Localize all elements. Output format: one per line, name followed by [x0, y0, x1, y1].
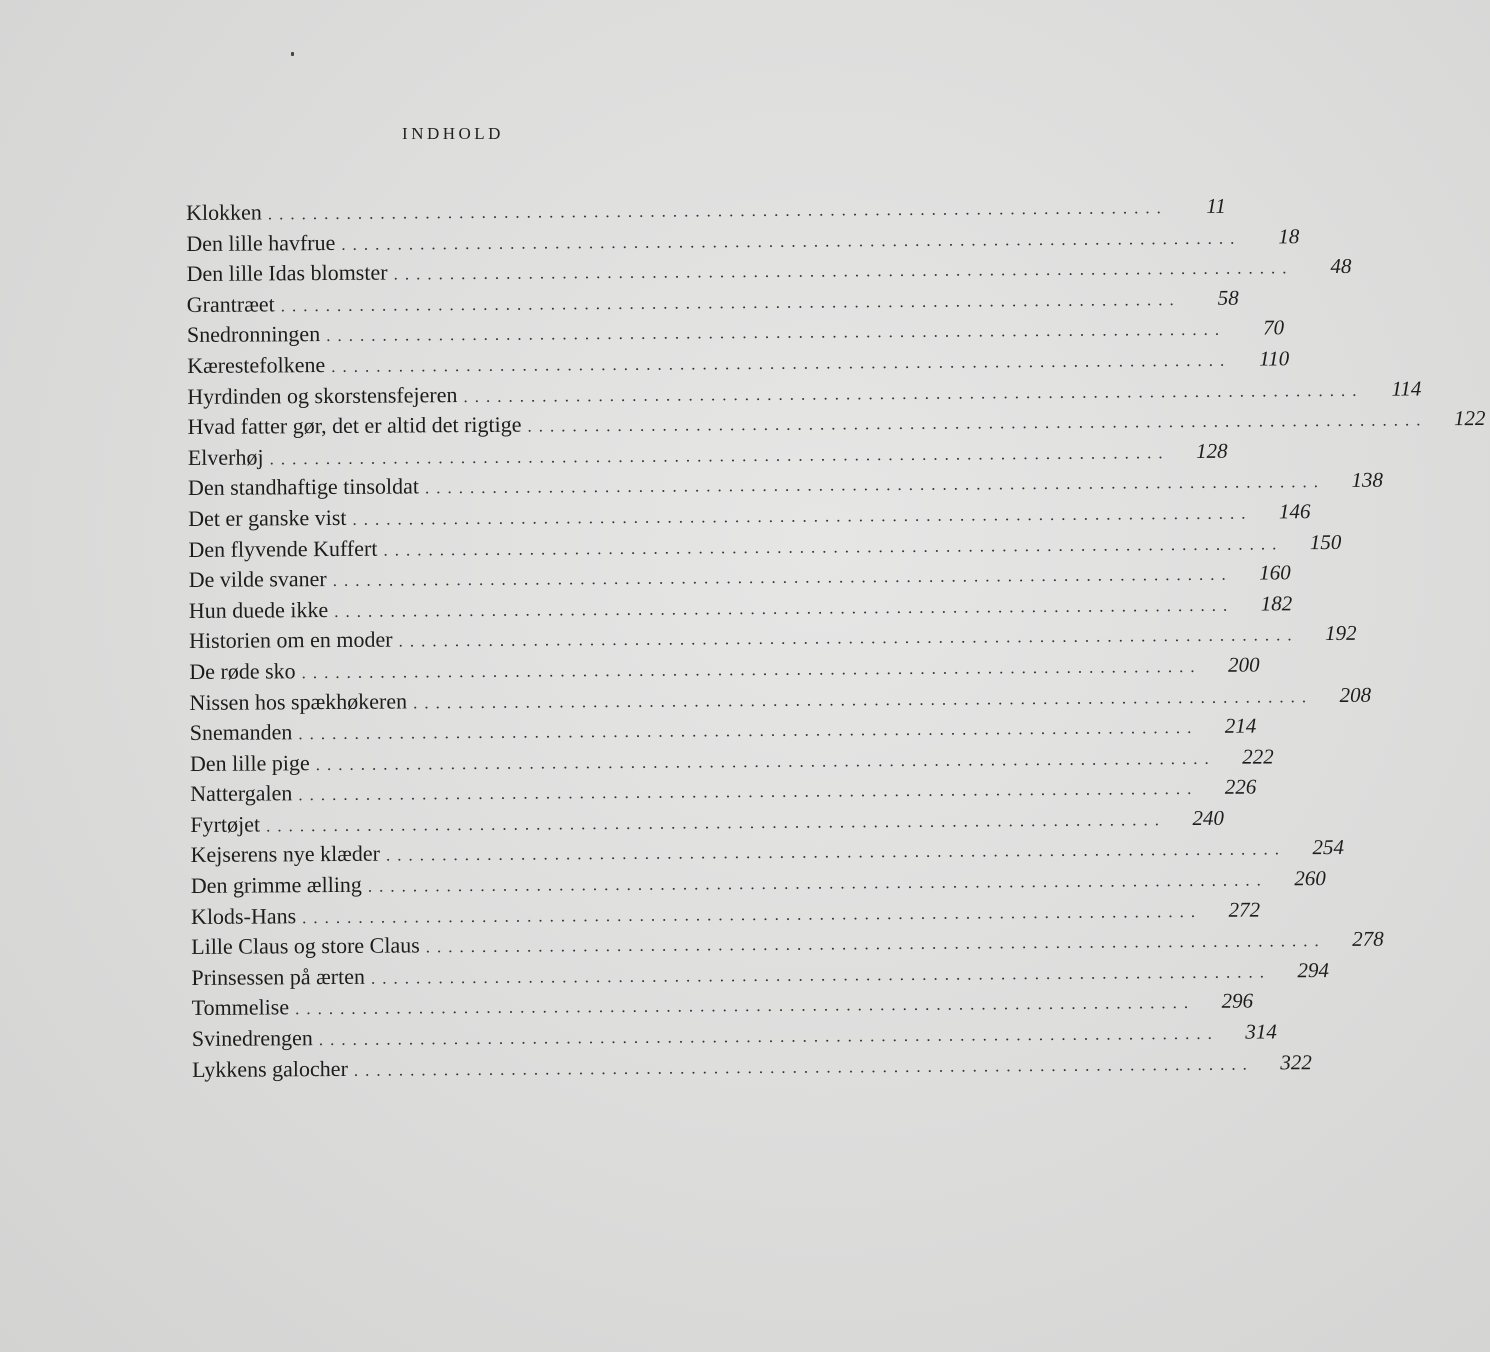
toc-entry-page-number: 58 [1217, 285, 1239, 310]
toc-entry-page-number: 222 [1242, 744, 1274, 769]
toc-entry [190, 866, 1326, 903]
toc-entry [188, 621, 1357, 659]
toc-entry-title: Nattergalen [190, 780, 293, 807]
toc-entry [191, 926, 1384, 965]
toc-entry-title: Kejserens nye klæder [190, 841, 381, 868]
toc-entry [187, 346, 1290, 383]
dot-leader: ................................................................................ [393, 258, 1294, 284]
toc-entry-title: Den flyvende Kuffert [188, 535, 378, 562]
toc-entry [190, 774, 1257, 812]
toc-entry-title: Den lille pige [189, 749, 310, 776]
toc-entry [186, 223, 1300, 261]
toc-entry [191, 989, 1254, 1026]
dot-leader: ................................................................................ [318, 1023, 1219, 1050]
dot-leader: ................................................................................ [425, 931, 1326, 957]
toc-entry [186, 254, 1352, 291]
toc-entry-page-number: 278 [1352, 926, 1384, 952]
toc-entry-page-number: 160 [1259, 560, 1291, 585]
dot-leader: ................................................................................ [280, 289, 1181, 316]
dot-leader: ................................................................................ [302, 901, 1203, 927]
toc-entry-title: De vilde svaner [188, 566, 327, 593]
toc-entry-page-number: 128 [1195, 438, 1228, 463]
toc-entry-page-number: 11 [1206, 193, 1226, 218]
toc-entry-title: Den lille havfrue [186, 229, 336, 256]
toc-entry [187, 467, 1384, 506]
toc-entry [191, 957, 1330, 995]
toc-entry-page-number: 314 [1245, 1019, 1277, 1044]
toc-entry-page-number: 200 [1227, 652, 1260, 677]
toc-entry-page-number: 208 [1339, 682, 1372, 707]
toc-entry-title: Klokken [186, 199, 262, 225]
toc-entry-title: Snedronningen [186, 321, 321, 348]
toc-entry-page-number: 272 [1228, 897, 1261, 922]
toc-entry [186, 193, 1226, 230]
toc-entry-title: Grantræet [186, 291, 275, 317]
toc-entry-title: Kærestefolkene [187, 352, 326, 378]
toc-entry-page-number: 114 [1391, 375, 1422, 401]
dot-leader: ................................................................................ [463, 380, 1364, 406]
toc-entry [187, 438, 1228, 475]
dot-leader: ................................................................................ [295, 993, 1196, 1019]
toc-entry-page-number: 214 [1224, 713, 1257, 738]
dot-leader: ................................................................................ [341, 228, 1242, 254]
toc-entry-title: Nissen hos spækhøkeren [189, 687, 408, 715]
dot-leader: ................................................................................ [298, 779, 1199, 805]
toc-entry [189, 744, 1274, 781]
dot-leader: ................................................................................ [353, 1054, 1254, 1080]
dot-leader: ................................................................................ [298, 718, 1199, 744]
toc-entry-page-number: 296 [1221, 989, 1254, 1014]
toc-entry [189, 652, 1260, 689]
table-of-contents [186, 193, 1486, 1087]
toc-entry [186, 315, 1285, 353]
dot-leader: ................................................................................ [301, 656, 1202, 683]
dot-leader: ................................................................................ [267, 198, 1168, 224]
dot-leader: ................................................................................ [367, 870, 1268, 896]
toc-entry-page-number: 138 [1351, 467, 1384, 493]
toc-entry-page-number: 48 [1330, 254, 1352, 279]
toc-entry-title: Lille Claus og store Claus [191, 932, 420, 960]
toc-entry-title: Det er ganske vist [188, 504, 347, 531]
toc-entry [188, 591, 1293, 628]
toc-entry-page-number: 70 [1263, 315, 1285, 340]
dot-leader: ................................................................................ [332, 564, 1233, 591]
toc-entry [187, 406, 1486, 444]
toc-entry-page-number: 254 [1312, 835, 1345, 860]
toc-entry [190, 835, 1345, 873]
toc-entry [189, 713, 1257, 750]
toc-entry-title: Den standhaftige tinsoldat [187, 473, 420, 501]
toc-entry-title: Den lille Idas blomster [186, 259, 388, 287]
dot-leader: ................................................................................ [352, 503, 1253, 529]
dot-leader: ................................................................................ [398, 625, 1299, 651]
toc-entry [188, 560, 1291, 597]
toc-entry-page-number: 18 [1278, 223, 1300, 248]
toc-entry-title: Historien om en moder [188, 626, 393, 654]
dot-leader: ................................................................................ [424, 472, 1326, 498]
dot-leader: ................................................................................ [265, 810, 1167, 836]
toc-entry [189, 682, 1372, 720]
dot-leader: ................................................................................ [269, 442, 1170, 469]
dot-leader: ................................................................................ [315, 748, 1216, 774]
toc-entry-title: Tommelise [191, 994, 290, 1021]
toc-entry [190, 805, 1225, 842]
toc-entry [190, 897, 1261, 934]
toc-entry [191, 1019, 1277, 1056]
toc-entry-page-number: 150 [1309, 529, 1342, 554]
toc-entry-title: Fyrtøjet [190, 811, 261, 837]
toc-entry-title: Hvad fatter gør, det er altid det rigtige [187, 411, 522, 440]
dot-leader: ................................................................................ [385, 839, 1287, 866]
toc-entry-page-number: 192 [1324, 621, 1357, 646]
dot-leader: ................................................................................ [326, 320, 1227, 346]
toc-entry-title: Den grimme ælling [190, 871, 362, 899]
toc-entry-page-number: 260 [1294, 866, 1326, 891]
toc-entry-page-number: 240 [1192, 805, 1225, 830]
dot-leader: ................................................................................ [370, 962, 1272, 988]
dot-leader: ................................................................................ [412, 686, 1314, 712]
toc-entry-title: Prinsessen på ærten [191, 963, 366, 990]
toc-entry-title: Hun duede ikke [188, 596, 329, 623]
ink-speck [291, 52, 294, 56]
toc-entry-title: De røde sko [189, 658, 296, 684]
toc-entry-page-number: 226 [1224, 774, 1257, 800]
toc-entry [187, 375, 1422, 414]
toc-entry-title: Klods-Hans [190, 902, 297, 929]
dot-leader: ................................................................................ [527, 410, 1428, 436]
toc-entry-page-number: 182 [1260, 591, 1293, 616]
toc-entry-title: Snemanden [189, 719, 293, 746]
toc-entry-page-number: 294 [1297, 957, 1330, 983]
toc-entry-page-number: 322 [1280, 1049, 1312, 1075]
toc-entry-page-number: 146 [1278, 499, 1311, 524]
toc-entry-title: Elverhøj [187, 444, 264, 470]
toc-entry [186, 285, 1239, 322]
toc-entry [188, 499, 1311, 536]
toc-entry-title: Svinedrengen [191, 1025, 313, 1052]
toc-entry [188, 529, 1342, 567]
toc-entry-title: Lykkens galocher [191, 1055, 348, 1082]
dot-leader: ................................................................................ [331, 350, 1232, 376]
toc-entry [191, 1049, 1312, 1087]
toc-entry-title: Hyrdinden og skorstensfejeren [187, 381, 458, 409]
dot-leader: ................................................................................ [383, 533, 1284, 560]
dot-leader: ................................................................................ [334, 595, 1235, 621]
page-title: INDHOLD [402, 124, 504, 143]
toc-entry-page-number: 110 [1259, 346, 1290, 371]
toc-entry-page-number: 122 [1453, 406, 1486, 431]
